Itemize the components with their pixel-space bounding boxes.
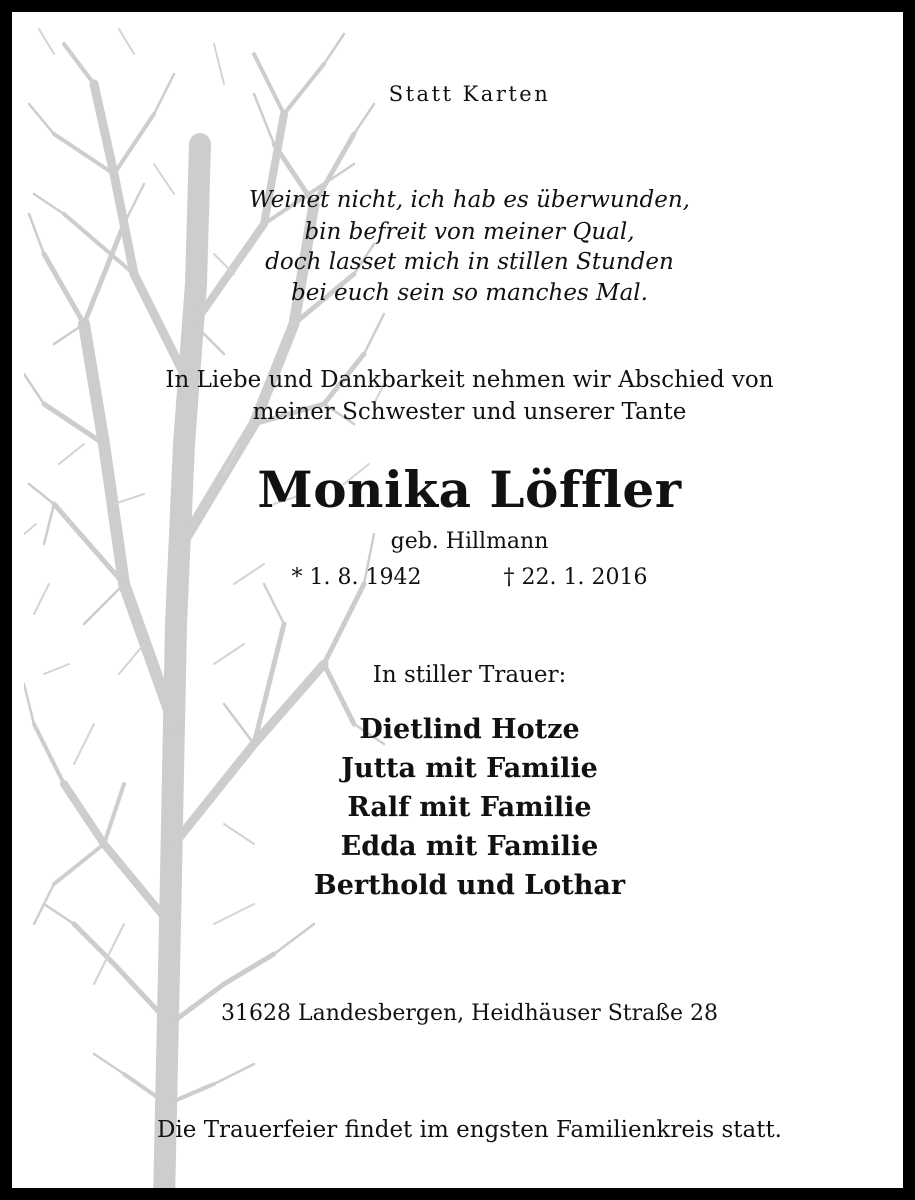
address: 31628 Landesbergen, Heidhäuser Straße 28	[221, 1001, 718, 1026]
verse-line: doch lasset mich in stillen Stunden	[265, 249, 674, 275]
intro-line: meiner Schwester und unserer Tante	[252, 399, 687, 425]
maiden-name: geb. Hillmann	[390, 529, 549, 554]
verse-line: Weinet nicht, ich hab es überwunden,	[249, 187, 690, 213]
verse-line: bin befreit von meiner Qual,	[304, 219, 635, 245]
mourner-name: Edda mit Familie	[340, 831, 599, 862]
header-statt-karten: Statt Karten	[388, 82, 551, 106]
mourner-name: Dietlind Hotze	[359, 714, 580, 745]
notice-content	[24, 24, 915, 1200]
verse-line: bei euch sein so manches Mal.	[291, 280, 648, 306]
birth-date: * 1. 8. 1942	[291, 565, 422, 590]
intro-line: In Liebe und Dankbarkeit nehmen wir Abschied von	[165, 367, 774, 393]
mourner-name: Berthold und Lothar	[313, 870, 626, 901]
mourner-name: Ralf mit Familie	[347, 792, 592, 823]
deceased-name: Monika Löffler	[257, 460, 682, 519]
life-dates	[24, 565, 915, 590]
mourner-name: Jutta mit Familie	[341, 753, 598, 784]
mourning-label: In stiller Trauer:	[372, 662, 567, 688]
death-date: † 22. 1. 2016	[503, 565, 648, 590]
closing-note: Die Trauerfeier findet im engsten Familienkreis statt.	[156, 1117, 782, 1143]
